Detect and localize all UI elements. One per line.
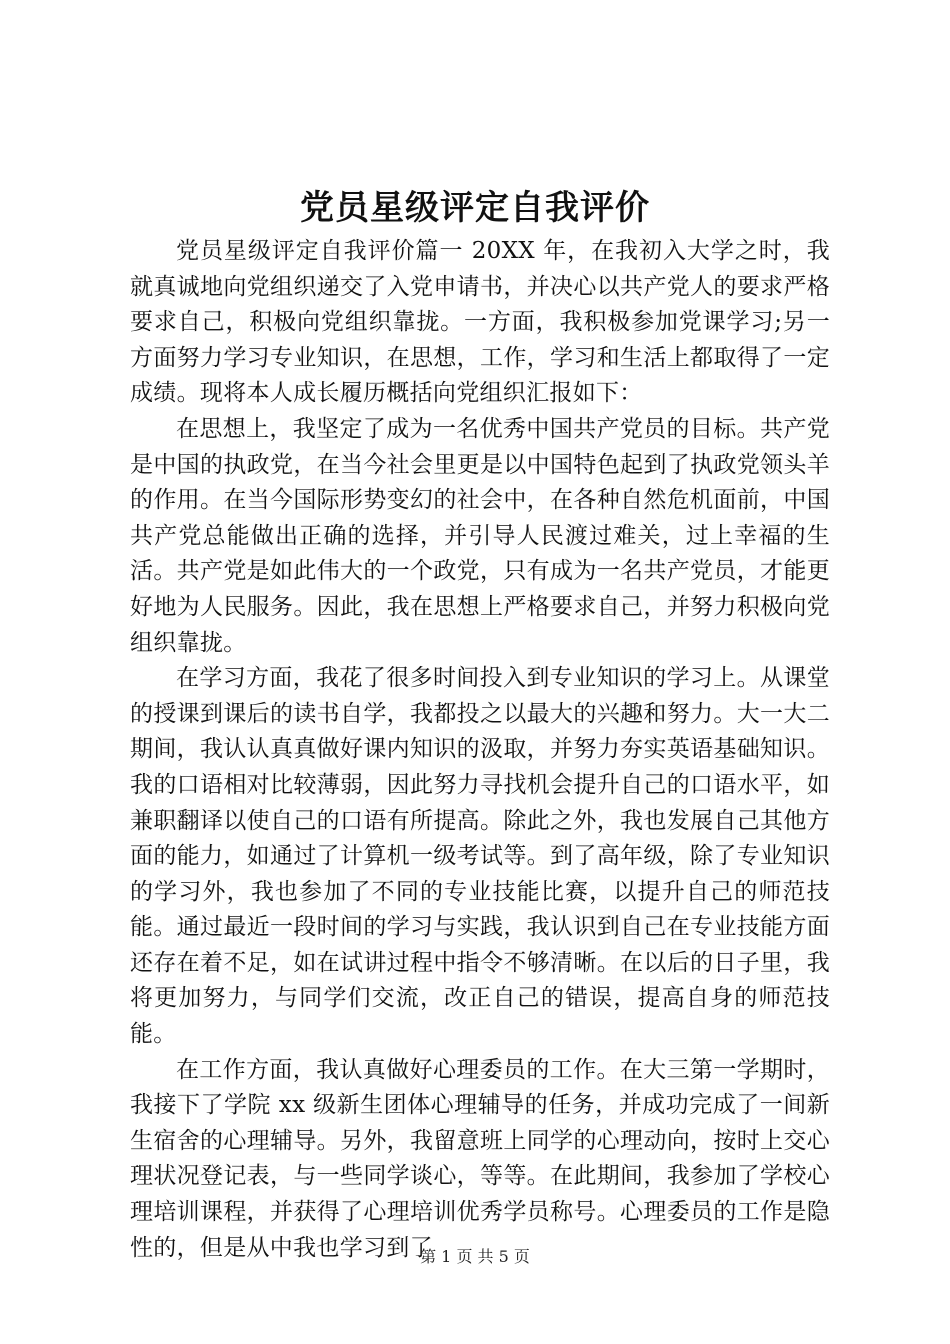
page-number-footer: 第 1 页 共 5 页 [420, 1247, 530, 1266]
document-title: 党员星级评定自我评价 [300, 188, 650, 228]
paragraph-study: 在学习方面，我花了很多时间投入到专业知识的学习上。从课堂的授课到课后的读书自学，我都投之以最大的兴趣和努力。大一大二期间，我认认真真做好课内知识的汲取，并努力夯实英语基础知识。我的口语相对比较薄弱，因此努力寻找机会提升自己的口语水平，如兼职翻译以使自己的口语有所提高。除此之外，我也发展自己其他方面的能力，如通过了计算机一级考试等。到了高年级，除了专业知识的学习外，我也参加了不同的专业技能比赛，以提升自己的师范技能。通过最近一段时间的学习与实践，我认识到自己在专业技能方面还存在着不足，如在试讲过程中指令不够清晰。在以后的日子里，我将更加努力，与同学们交流，改正自己的错误，提高自身的师范技能。 [130, 665, 830, 1048]
paragraph-intro: 党员星级评定自我评价篇一 20XX 年，在我初入大学之时，我就真诚地向党组织递交了入党申请书，并决心以共产党人的要求严格要求自己，积极向党组织靠拢。一方面，我积极参加党课学习;另一方面努力学习专业知识，在思想，工作，学习和生活上都取得了一定成绩。现将本人成长履历概括向党组织汇报如下： [130, 238, 830, 407]
paragraph-work: 在工作方面，我认真做好心理委员的工作。在大三第一学期时，我接下了学院 xx 级新生团体心理辅导的任务，并成功完成了一间新生宿舍的心理辅导。另外，我留意班上同学的心理动向，按时上交心理状况登记表，与一些同学谈心，等等。在此期间，我参加了学校心理培训课程，并获得了心理培训优秀学员称号。心理委员的工作是隐性的，但是从中我也学习到了 [130, 1056, 830, 1261]
paragraph-thought: 在思想上，我坚定了成为一名优秀中国共产党员的目标。共产党是中国的执政党，在当今社会里更是以中国特色起到了执政党领头羊的作用。在当今国际形势变幻的社会中，在各种自然危机面前，中国共产党总能做出正确的选择，并引导人民渡过难关，过上幸福的生活。共产党是如此伟大的一个政党，只有成为一名共产党员，才能更好地为人民服务。因此，我在思想上严格要求自己，并努力积极向党组织靠拢。 [130, 415, 830, 656]
document-body [130, 234, 830, 1266]
